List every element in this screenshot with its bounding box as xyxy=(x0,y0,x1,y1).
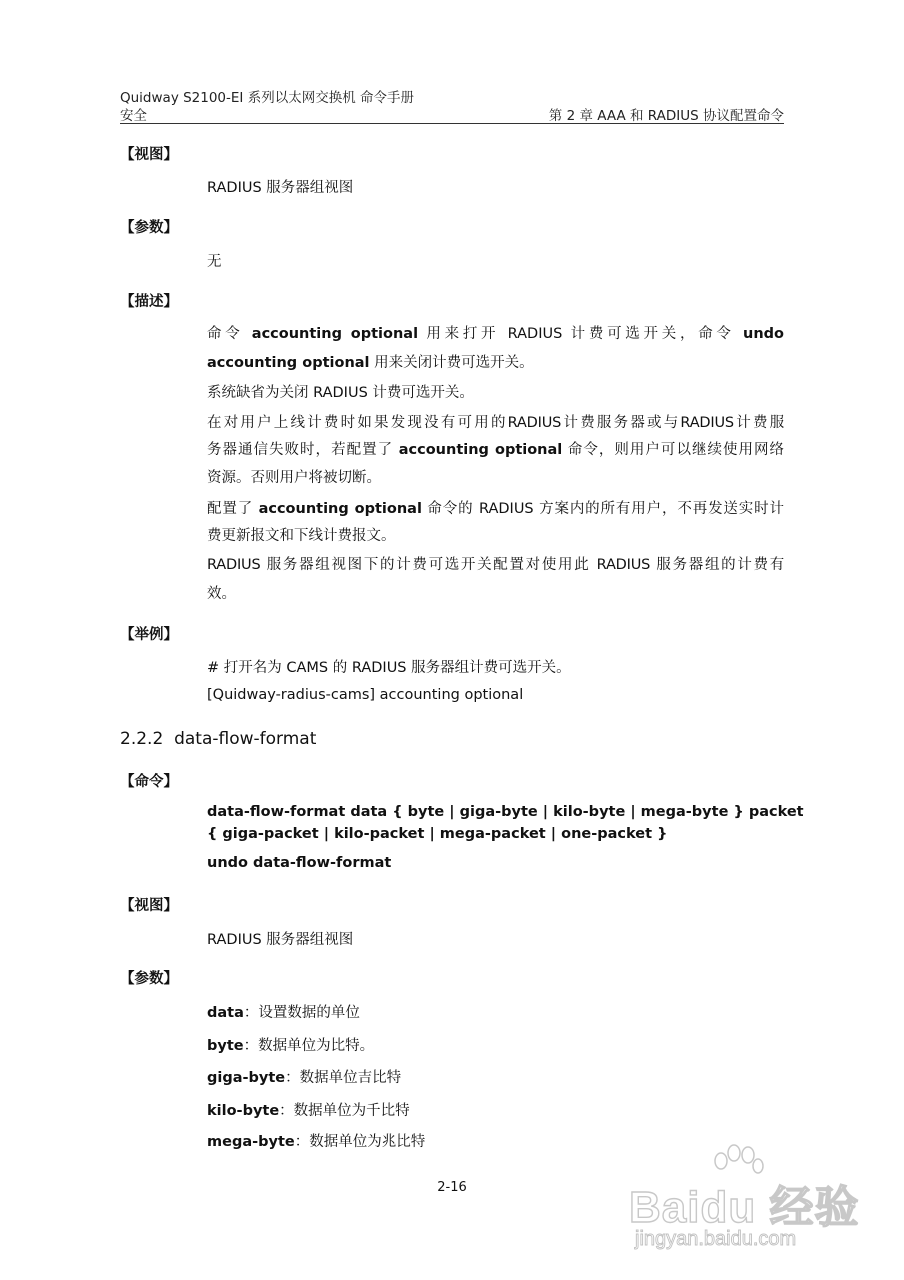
param-description: 数据单位为兆比特 xyxy=(309,1134,426,1150)
command-syntax-line-1: data-flow-format data { byte | giga-byte | kilo-byte | mega-byte } packet xyxy=(207,804,804,820)
desc-paragraph-5-line-1: RADIUS 服务器组视图下的计费可选开关配置对使用此 RADIUS 服务器组的计费有 xyxy=(207,557,784,573)
command-keyword: undo xyxy=(743,326,784,342)
param-separator: ： xyxy=(243,1038,259,1054)
param-name: giga-byte xyxy=(207,1070,286,1086)
param-separator: ： xyxy=(294,1134,310,1150)
desc-paragraph-3-line-3: 资源。否则用户将被切断。 xyxy=(207,470,381,486)
subsection-number: 2.2.2 xyxy=(120,729,164,749)
subsection-title: data-flow-format xyxy=(174,729,317,749)
undo-command-syntax: undo data-flow-format xyxy=(207,855,392,871)
desc-paragraph-4-line-1 xyxy=(207,496,784,522)
chapter-title: 第 2 章 AAA 和 RADIUS 协议配置命令 xyxy=(548,108,784,124)
command-heading: 【命令】 xyxy=(120,774,178,790)
example-comment: # 打开名为 CAMS 的 RADIUS 服务器组计费可选开关。 xyxy=(207,660,571,676)
command-keyword: accounting optional xyxy=(251,326,419,342)
param-name: data xyxy=(207,1005,244,1021)
page-number: 2-16 xyxy=(437,1180,467,1195)
desc-paragraph-3-line-1: 在对用户上线计费时如果发现没有可用的RADIUS计费服务器或与RADIUS计费服 xyxy=(207,415,784,431)
param-separator: ： xyxy=(285,1070,300,1086)
desc-paragraph-1-line-1 xyxy=(207,321,784,347)
desc-heading: 【描述】 xyxy=(120,294,178,310)
text-run: 配置了 xyxy=(207,501,259,517)
command-syntax-line-2: { giga-packet | kilo-packet | mega-packet | one-packet } xyxy=(207,826,668,842)
param-separator: ： xyxy=(279,1103,294,1119)
desc-paragraph-5-line-2: 效。 xyxy=(207,586,236,602)
view-heading-2: 【视图】 xyxy=(120,898,178,914)
text-run: 务器通信失败时，若配置了 xyxy=(207,442,399,458)
param-item xyxy=(207,1034,374,1055)
header-rule xyxy=(120,123,784,124)
desc-paragraph-2: 系统缺省为关闭 RADIUS 计费可选开关。 xyxy=(207,385,474,401)
watermark-brand: Baidu 经验 xyxy=(629,1183,860,1232)
view-text-2: RADIUS 服务器组视图 xyxy=(207,932,354,948)
param-description: 数据单位为千比特 xyxy=(293,1103,410,1119)
example-command: [Quidway-radius-cams] accounting optional xyxy=(207,687,524,703)
desc-paragraph-3-line-2 xyxy=(207,437,784,463)
param-separator: ： xyxy=(243,1005,259,1021)
doc-title: Quidway S2100-EI 系列以太网交换机 命令手册 xyxy=(120,90,414,106)
param-name: byte xyxy=(207,1038,244,1054)
doc-subtitle: 安全 xyxy=(120,108,147,124)
baidu-watermark xyxy=(629,1143,860,1268)
command-keyword: accounting optional xyxy=(258,501,422,517)
text-run: 命令的 RADIUS 方案内的所有用户，不再发送实时计 xyxy=(421,501,785,517)
param-item xyxy=(207,1130,425,1151)
example-heading: 【举例】 xyxy=(120,627,178,643)
param-text: 无 xyxy=(207,254,222,270)
param-description: 设置数据的单位 xyxy=(258,1005,360,1021)
text-run: 用来关闭计费可选开关。 xyxy=(369,355,534,371)
param-name: kilo-byte xyxy=(207,1103,280,1119)
view-heading: 【视图】 xyxy=(120,147,178,163)
param-heading-2: 【参数】 xyxy=(120,971,178,987)
watermark-url: jingyan.baidu.com xyxy=(635,1228,797,1250)
text-run: 命令，则用户可以继续使用网络 xyxy=(562,442,784,458)
param-heading: 【参数】 xyxy=(120,220,178,236)
param-item xyxy=(207,1066,401,1087)
param-name: mega-byte xyxy=(207,1134,295,1150)
text-run: 用来打开 RADIUS 计费可选开关，命令 xyxy=(418,326,743,342)
text-run: 命令 xyxy=(207,326,252,342)
param-item xyxy=(207,1099,410,1120)
view-text: RADIUS 服务器组视图 xyxy=(207,180,354,196)
desc-paragraph-4-line-2: 费更新报文和下线计费报文。 xyxy=(207,528,396,544)
desc-paragraph-1-line-2 xyxy=(207,351,534,372)
command-keyword: accounting optional xyxy=(207,355,370,371)
param-item xyxy=(207,1001,360,1022)
command-keyword: accounting optional xyxy=(398,442,563,458)
subsection-heading xyxy=(120,729,316,749)
param-description: 数据单位吉比特 xyxy=(299,1070,402,1086)
param-description: 数据单位为比特。 xyxy=(258,1038,375,1054)
